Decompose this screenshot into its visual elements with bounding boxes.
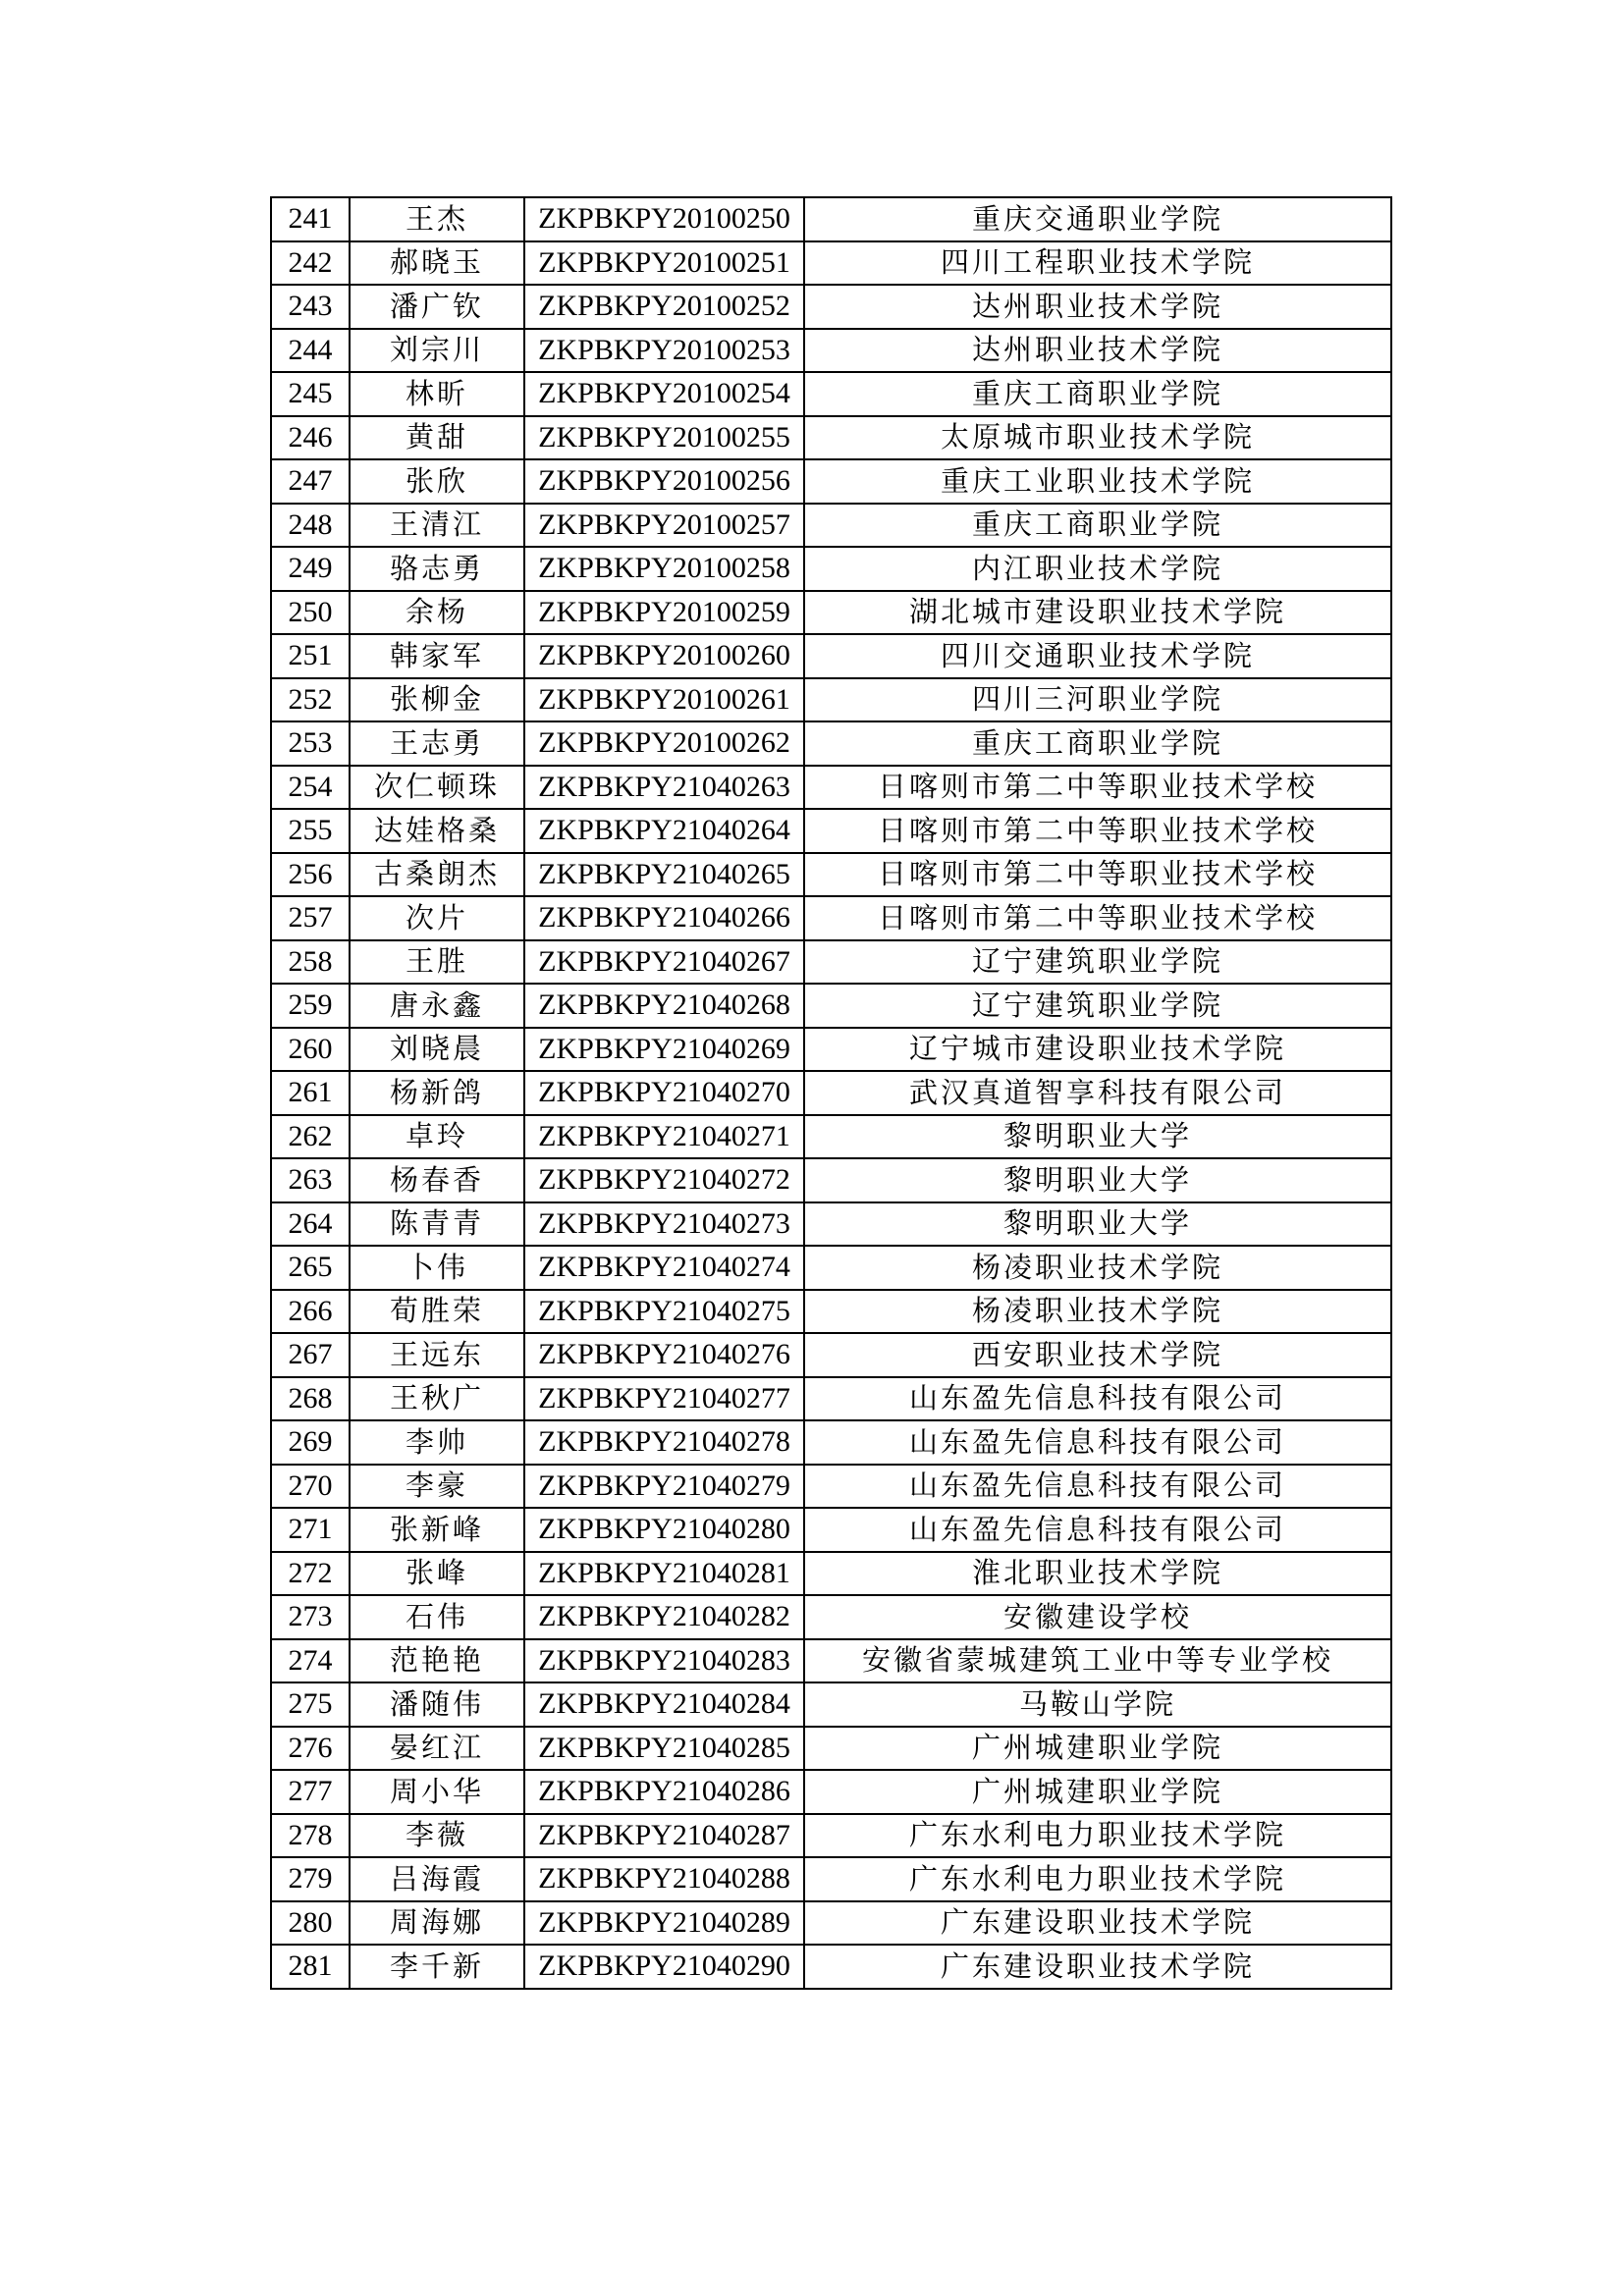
person-name-cell: 张新峰	[350, 1508, 524, 1552]
organization-cell: 日喀则市第二中等职业技术学校	[804, 766, 1391, 810]
certificate-id-cell: ZKPBKPY21040266	[524, 896, 804, 940]
person-name-cell: 王清江	[350, 504, 524, 548]
row-number-cell: 261	[271, 1071, 350, 1115]
organization-cell: 山东盈先信息科技有限公司	[804, 1508, 1391, 1552]
row-number-cell: 260	[271, 1028, 350, 1072]
organization-cell: 杨凌职业技术学院	[804, 1246, 1391, 1290]
organization-cell: 安徽省蒙城建筑工业中等专业学校	[804, 1639, 1391, 1683]
person-name-cell: 李千新	[350, 1945, 524, 1989]
organization-cell: 广东建设职业技术学院	[804, 1901, 1391, 1946]
table-row	[271, 241, 1391, 286]
certificate-id-cell: ZKPBKPY21040275	[524, 1290, 804, 1334]
certificate-id-cell: ZKPBKPY20100252	[524, 285, 804, 329]
row-number-cell: 280	[271, 1901, 350, 1946]
row-number-cell: 264	[271, 1202, 350, 1247]
certificate-id-cell: ZKPBKPY20100255	[524, 416, 804, 460]
row-number-cell: 271	[271, 1508, 350, 1552]
certificate-id-cell: ZKPBKPY21040274	[524, 1246, 804, 1290]
organization-cell: 山东盈先信息科技有限公司	[804, 1420, 1391, 1465]
person-name-cell: 张欣	[350, 459, 524, 504]
table-row	[271, 591, 1391, 635]
table-row	[271, 896, 1391, 940]
certificate-id-cell: ZKPBKPY21040264	[524, 809, 804, 853]
certificate-id-cell: ZKPBKPY21040282	[524, 1595, 804, 1639]
table-row	[271, 329, 1391, 373]
person-name-cell: 古桑朗杰	[350, 853, 524, 897]
table-row	[271, 984, 1391, 1028]
table-row	[271, 678, 1391, 722]
row-number-cell: 241	[271, 197, 350, 241]
person-name-cell: 王志勇	[350, 721, 524, 766]
table-row	[271, 634, 1391, 678]
row-number-cell: 246	[271, 416, 350, 460]
organization-cell: 广州城建职业学院	[804, 1770, 1391, 1814]
row-number-cell: 258	[271, 940, 350, 985]
certificate-id-cell: ZKPBKPY20100250	[524, 197, 804, 241]
table-row	[271, 1727, 1391, 1771]
roster-table-body	[271, 197, 1391, 1989]
certificate-id-cell: ZKPBKPY21040265	[524, 853, 804, 897]
organization-cell: 达州职业技术学院	[804, 285, 1391, 329]
person-name-cell: 周海娜	[350, 1901, 524, 1946]
certificate-id-cell: ZKPBKPY21040287	[524, 1814, 804, 1858]
certificate-id-cell: ZKPBKPY20100261	[524, 678, 804, 722]
certificate-id-cell: ZKPBKPY21040272	[524, 1158, 804, 1202]
table-row	[271, 1115, 1391, 1159]
person-name-cell: 潘随伟	[350, 1682, 524, 1727]
certificate-id-cell: ZKPBKPY21040263	[524, 766, 804, 810]
table-row	[271, 1290, 1391, 1334]
person-name-cell: 李豪	[350, 1465, 524, 1509]
person-name-cell: 达娃格桑	[350, 809, 524, 853]
table-row	[271, 1202, 1391, 1247]
row-number-cell: 268	[271, 1377, 350, 1421]
table-row	[271, 197, 1391, 241]
organization-cell: 广东建设职业技术学院	[804, 1945, 1391, 1989]
row-number-cell: 254	[271, 766, 350, 810]
organization-cell: 日喀则市第二中等职业技术学校	[804, 809, 1391, 853]
person-name-cell: 韩家军	[350, 634, 524, 678]
organization-cell: 日喀则市第二中等职业技术学校	[804, 896, 1391, 940]
certificate-id-cell: ZKPBKPY21040271	[524, 1115, 804, 1159]
table-row	[271, 504, 1391, 548]
organization-cell: 武汉真道智享科技有限公司	[804, 1071, 1391, 1115]
organization-cell: 广东水利电力职业技术学院	[804, 1814, 1391, 1858]
table-row	[271, 372, 1391, 416]
person-name-cell: 次仁顿珠	[350, 766, 524, 810]
certificate-id-cell: ZKPBKPY20100256	[524, 459, 804, 504]
certificate-id-cell: ZKPBKPY20100251	[524, 241, 804, 286]
table-row	[271, 1901, 1391, 1946]
row-number-cell: 243	[271, 285, 350, 329]
person-name-cell: 余杨	[350, 591, 524, 635]
certificate-id-cell: ZKPBKPY21040276	[524, 1333, 804, 1377]
certificate-id-cell: ZKPBKPY20100262	[524, 721, 804, 766]
row-number-cell: 253	[271, 721, 350, 766]
row-number-cell: 265	[271, 1246, 350, 1290]
table-row	[271, 1508, 1391, 1552]
row-number-cell: 255	[271, 809, 350, 853]
certificate-id-cell: ZKPBKPY21040277	[524, 1377, 804, 1421]
organization-cell: 淮北职业技术学院	[804, 1552, 1391, 1596]
table-row	[271, 1246, 1391, 1290]
organization-cell: 广州城建职业学院	[804, 1727, 1391, 1771]
row-number-cell: 277	[271, 1770, 350, 1814]
person-name-cell: 唐永鑫	[350, 984, 524, 1028]
row-number-cell: 279	[271, 1857, 350, 1901]
table-row	[271, 1465, 1391, 1509]
person-name-cell: 郝晓玉	[350, 241, 524, 286]
organization-cell: 四川三河职业学院	[804, 678, 1391, 722]
certificate-id-cell: ZKPBKPY21040288	[524, 1857, 804, 1901]
organization-cell: 辽宁建筑职业学院	[804, 940, 1391, 985]
organization-cell: 日喀则市第二中等职业技术学校	[804, 853, 1391, 897]
table-row	[271, 853, 1391, 897]
row-number-cell: 278	[271, 1814, 350, 1858]
person-name-cell: 卓玲	[350, 1115, 524, 1159]
organization-cell: 黎明职业大学	[804, 1158, 1391, 1202]
row-number-cell: 276	[271, 1727, 350, 1771]
table-row	[271, 1639, 1391, 1683]
row-number-cell: 281	[271, 1945, 350, 1989]
certificate-id-cell: ZKPBKPY20100258	[524, 547, 804, 591]
person-name-cell: 刘宗川	[350, 329, 524, 373]
row-number-cell: 250	[271, 591, 350, 635]
person-name-cell: 黄甜	[350, 416, 524, 460]
person-name-cell: 王胜	[350, 940, 524, 985]
organization-cell: 辽宁建筑职业学院	[804, 984, 1391, 1028]
person-name-cell: 李帅	[350, 1420, 524, 1465]
certificate-id-cell: ZKPBKPY21040268	[524, 984, 804, 1028]
person-name-cell: 陈青青	[350, 1202, 524, 1247]
person-name-cell: 周小华	[350, 1770, 524, 1814]
person-name-cell: 骆志勇	[350, 547, 524, 591]
certificate-id-cell: ZKPBKPY21040290	[524, 1945, 804, 1989]
organization-cell: 四川交通职业技术学院	[804, 634, 1391, 678]
table-row	[271, 1682, 1391, 1727]
certificate-id-cell: ZKPBKPY20100257	[524, 504, 804, 548]
certificate-id-cell: ZKPBKPY21040273	[524, 1202, 804, 1247]
row-number-cell: 262	[271, 1115, 350, 1159]
roster-table-container	[270, 196, 1392, 1990]
table-row	[271, 1552, 1391, 1596]
row-number-cell: 275	[271, 1682, 350, 1727]
certificate-id-cell: ZKPBKPY21040283	[524, 1639, 804, 1683]
organization-cell: 辽宁城市建设职业技术学院	[804, 1028, 1391, 1072]
organization-cell: 山东盈先信息科技有限公司	[804, 1465, 1391, 1509]
certificate-id-cell: ZKPBKPY20100253	[524, 329, 804, 373]
certificate-id-cell: ZKPBKPY21040281	[524, 1552, 804, 1596]
person-name-cell: 石伟	[350, 1595, 524, 1639]
roster-table	[270, 196, 1392, 1990]
certificate-id-cell: ZKPBKPY21040285	[524, 1727, 804, 1771]
row-number-cell: 270	[271, 1465, 350, 1509]
certificate-id-cell: ZKPBKPY20100259	[524, 591, 804, 635]
person-name-cell: 刘晓晨	[350, 1028, 524, 1072]
table-row	[271, 1857, 1391, 1901]
row-number-cell: 274	[271, 1639, 350, 1683]
row-number-cell: 266	[271, 1290, 350, 1334]
row-number-cell: 273	[271, 1595, 350, 1639]
table-row	[271, 1945, 1391, 1989]
certificate-id-cell: ZKPBKPY21040286	[524, 1770, 804, 1814]
row-number-cell: 245	[271, 372, 350, 416]
row-number-cell: 248	[271, 504, 350, 548]
organization-cell: 达州职业技术学院	[804, 329, 1391, 373]
row-number-cell: 267	[271, 1333, 350, 1377]
certificate-id-cell: ZKPBKPY21040270	[524, 1071, 804, 1115]
certificate-id-cell: ZKPBKPY21040279	[524, 1465, 804, 1509]
organization-cell: 重庆工商职业学院	[804, 721, 1391, 766]
certificate-id-cell: ZKPBKPY21040280	[524, 1508, 804, 1552]
person-name-cell: 林昕	[350, 372, 524, 416]
table-row	[271, 1770, 1391, 1814]
organization-cell: 湖北城市建设职业技术学院	[804, 591, 1391, 635]
person-name-cell: 潘广钦	[350, 285, 524, 329]
certificate-id-cell: ZKPBKPY20100260	[524, 634, 804, 678]
row-number-cell: 249	[271, 547, 350, 591]
person-name-cell: 杨春香	[350, 1158, 524, 1202]
organization-cell: 马鞍山学院	[804, 1682, 1391, 1727]
person-name-cell: 李薇	[350, 1814, 524, 1858]
organization-cell: 太原城市职业技术学院	[804, 416, 1391, 460]
table-row	[271, 766, 1391, 810]
organization-cell: 杨凌职业技术学院	[804, 1290, 1391, 1334]
person-name-cell: 荀胜荣	[350, 1290, 524, 1334]
certificate-id-cell: ZKPBKPY21040289	[524, 1901, 804, 1946]
person-name-cell: 王远东	[350, 1333, 524, 1377]
person-name-cell: 晏红江	[350, 1727, 524, 1771]
person-name-cell: 次片	[350, 896, 524, 940]
person-name-cell: 张柳金	[350, 678, 524, 722]
row-number-cell: 247	[271, 459, 350, 504]
table-row	[271, 459, 1391, 504]
table-row	[271, 940, 1391, 985]
row-number-cell: 269	[271, 1420, 350, 1465]
organization-cell: 广东水利电力职业技术学院	[804, 1857, 1391, 1901]
row-number-cell: 256	[271, 853, 350, 897]
table-row	[271, 1377, 1391, 1421]
table-row	[271, 1028, 1391, 1072]
person-name-cell: 范艳艳	[350, 1639, 524, 1683]
person-name-cell: 吕海霞	[350, 1857, 524, 1901]
organization-cell: 西安职业技术学院	[804, 1333, 1391, 1377]
table-row	[271, 285, 1391, 329]
row-number-cell: 259	[271, 984, 350, 1028]
organization-cell: 重庆工业职业技术学院	[804, 459, 1391, 504]
row-number-cell: 272	[271, 1552, 350, 1596]
certificate-id-cell: ZKPBKPY21040278	[524, 1420, 804, 1465]
certificate-id-cell: ZKPBKPY20100254	[524, 372, 804, 416]
row-number-cell: 251	[271, 634, 350, 678]
person-name-cell: 杨新鸽	[350, 1071, 524, 1115]
organization-cell: 安徽建设学校	[804, 1595, 1391, 1639]
certificate-id-cell: ZKPBKPY21040269	[524, 1028, 804, 1072]
organization-cell: 重庆交通职业学院	[804, 197, 1391, 241]
organization-cell: 重庆工商职业学院	[804, 504, 1391, 548]
person-name-cell: 张峰	[350, 1552, 524, 1596]
organization-cell: 黎明职业大学	[804, 1202, 1391, 1247]
organization-cell: 黎明职业大学	[804, 1115, 1391, 1159]
table-row	[271, 1071, 1391, 1115]
certificate-id-cell: ZKPBKPY21040284	[524, 1682, 804, 1727]
row-number-cell: 257	[271, 896, 350, 940]
row-number-cell: 263	[271, 1158, 350, 1202]
table-row	[271, 721, 1391, 766]
table-row	[271, 1158, 1391, 1202]
row-number-cell: 252	[271, 678, 350, 722]
organization-cell: 四川工程职业技术学院	[804, 241, 1391, 286]
table-row	[271, 547, 1391, 591]
certificate-id-cell: ZKPBKPY21040267	[524, 940, 804, 985]
table-row	[271, 809, 1391, 853]
table-row	[271, 416, 1391, 460]
row-number-cell: 244	[271, 329, 350, 373]
organization-cell: 内江职业技术学院	[804, 547, 1391, 591]
table-row	[271, 1814, 1391, 1858]
person-name-cell: 卜伟	[350, 1246, 524, 1290]
organization-cell: 重庆工商职业学院	[804, 372, 1391, 416]
person-name-cell: 王杰	[350, 197, 524, 241]
organization-cell: 山东盈先信息科技有限公司	[804, 1377, 1391, 1421]
table-row	[271, 1333, 1391, 1377]
row-number-cell: 242	[271, 241, 350, 286]
table-row	[271, 1420, 1391, 1465]
person-name-cell: 王秋广	[350, 1377, 524, 1421]
table-row	[271, 1595, 1391, 1639]
